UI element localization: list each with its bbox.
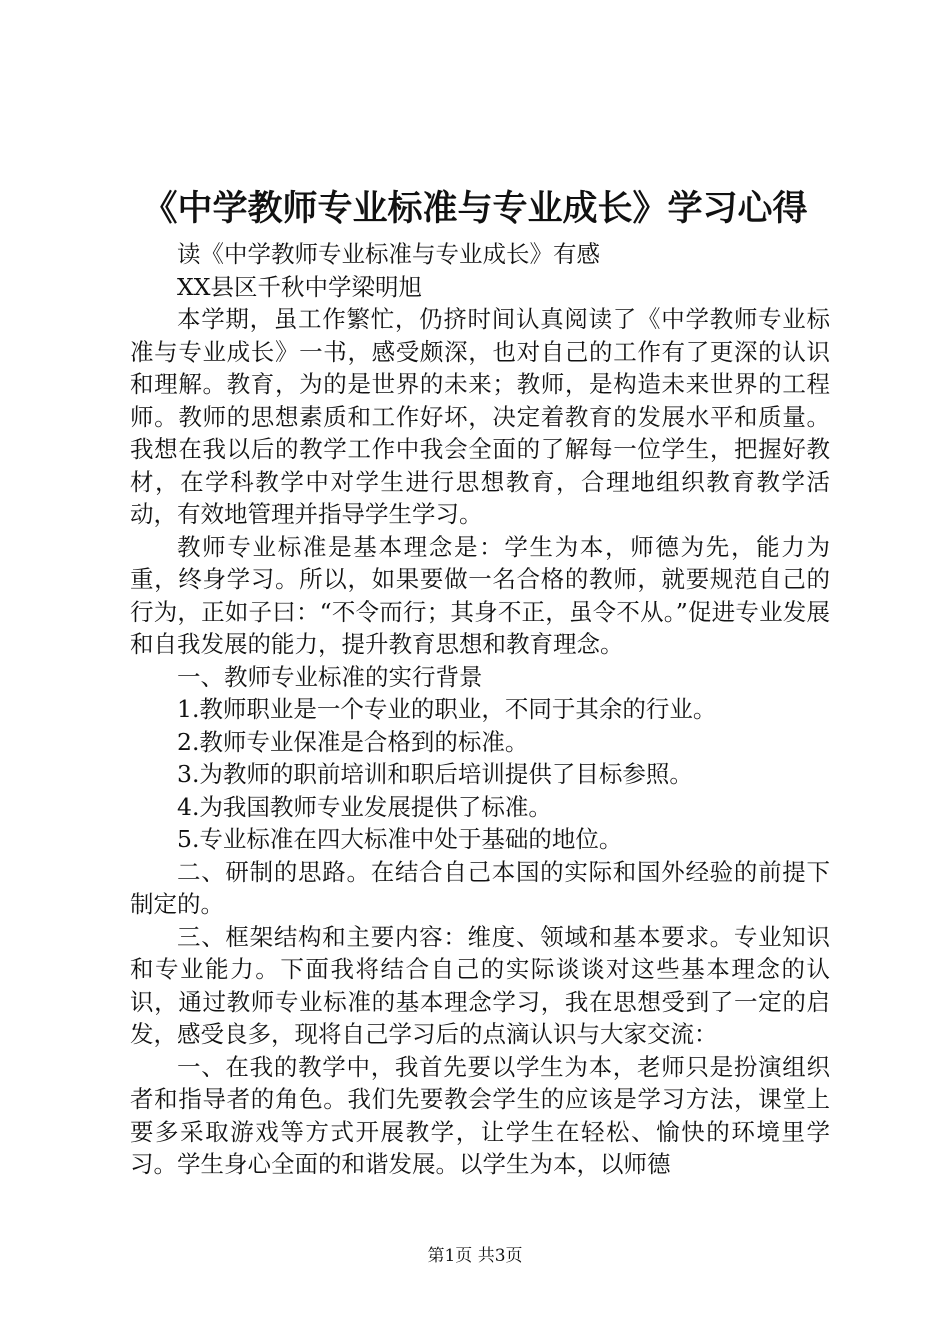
list-item: 5.专业标准在四大标准中处于基础的地位。 (177, 825, 623, 853)
body-paragraph: 一、在我的教学中，我首先要以学生为本，老师只是扮演组织者和指导者的角色。我们先要教会学生的应该是学习方法，课堂上要多采取游戏等方式开展教学，让学生在轻松、愉快的环境里学习。学生身心全面的和谐发展。以学生为本，以师德 (130, 1052, 830, 1178)
subtitle-line: 读《中学教师专业标准与专业成长》有感 (177, 240, 600, 268)
list-item: 1.教师职业是一个专业的职业，不同于其余的行业。 (177, 695, 717, 723)
body-paragraph: 二、研制的思路。在结合自己本国的实际和国外经验的前提下制定的。 (130, 857, 830, 918)
document-body (130, 238, 830, 1181)
list-item: 2.教师专业保准是合格到的标准。 (177, 727, 529, 756)
body-paragraph: 本学期，虽工作繁忙，仍挤时间认真阅读了《中学教师专业标准与专业成长》一书，感受颇深，也对自己的工作有了更深的认识和理解。教育，为的是世界的未来；教师，是构造未来世界的工程师。教师的思想素质和工作好坏，决定着教育的发展水平和质量。我想在我以后的教学工作中我会全面的了解每一位学生，把握好教材，在学科教学中对学生进行思想教育，合理地组织教育教学活动，有效地管理并指导学生学习。 (130, 305, 830, 528)
body-paragraph: 三、框架结构和主要内容：维度、领域和基本要求。专业知识和专业能力。下面我将结合自己的实际谈谈对这些基本理念的认识，通过教师专业标准的基本理念学习，我在思想受到了一定的启发，感受良多，现将自己学习后的点滴认识与大家交流： (130, 922, 830, 1048)
list-item: 3.为教师的职前培训和职后培训提供了目标参照。 (177, 760, 693, 788)
body-paragraph: 教师专业标准是基本理念是：学生为本，师德为先，能力为重，终身学习。所以，如果要做一名合格的教师，就要规范自己的行为，正如子曰：“不令而行；其身不正，虽令不从。”促进专业发展和自我发展的能力，提升教育思想和教育理念。 (130, 532, 830, 658)
list-item: 4.为我国教师专业发展提供了标准。 (177, 792, 552, 821)
page-title: 《中学教师专业标准与专业成长》学习心得 (142, 188, 808, 229)
page-footer: 第1页 共3页 (427, 1246, 523, 1266)
author-line: XX县区千秋中学梁明旭 (177, 272, 422, 301)
section-heading: 一、教师专业标准的实行背景 (177, 662, 483, 691)
